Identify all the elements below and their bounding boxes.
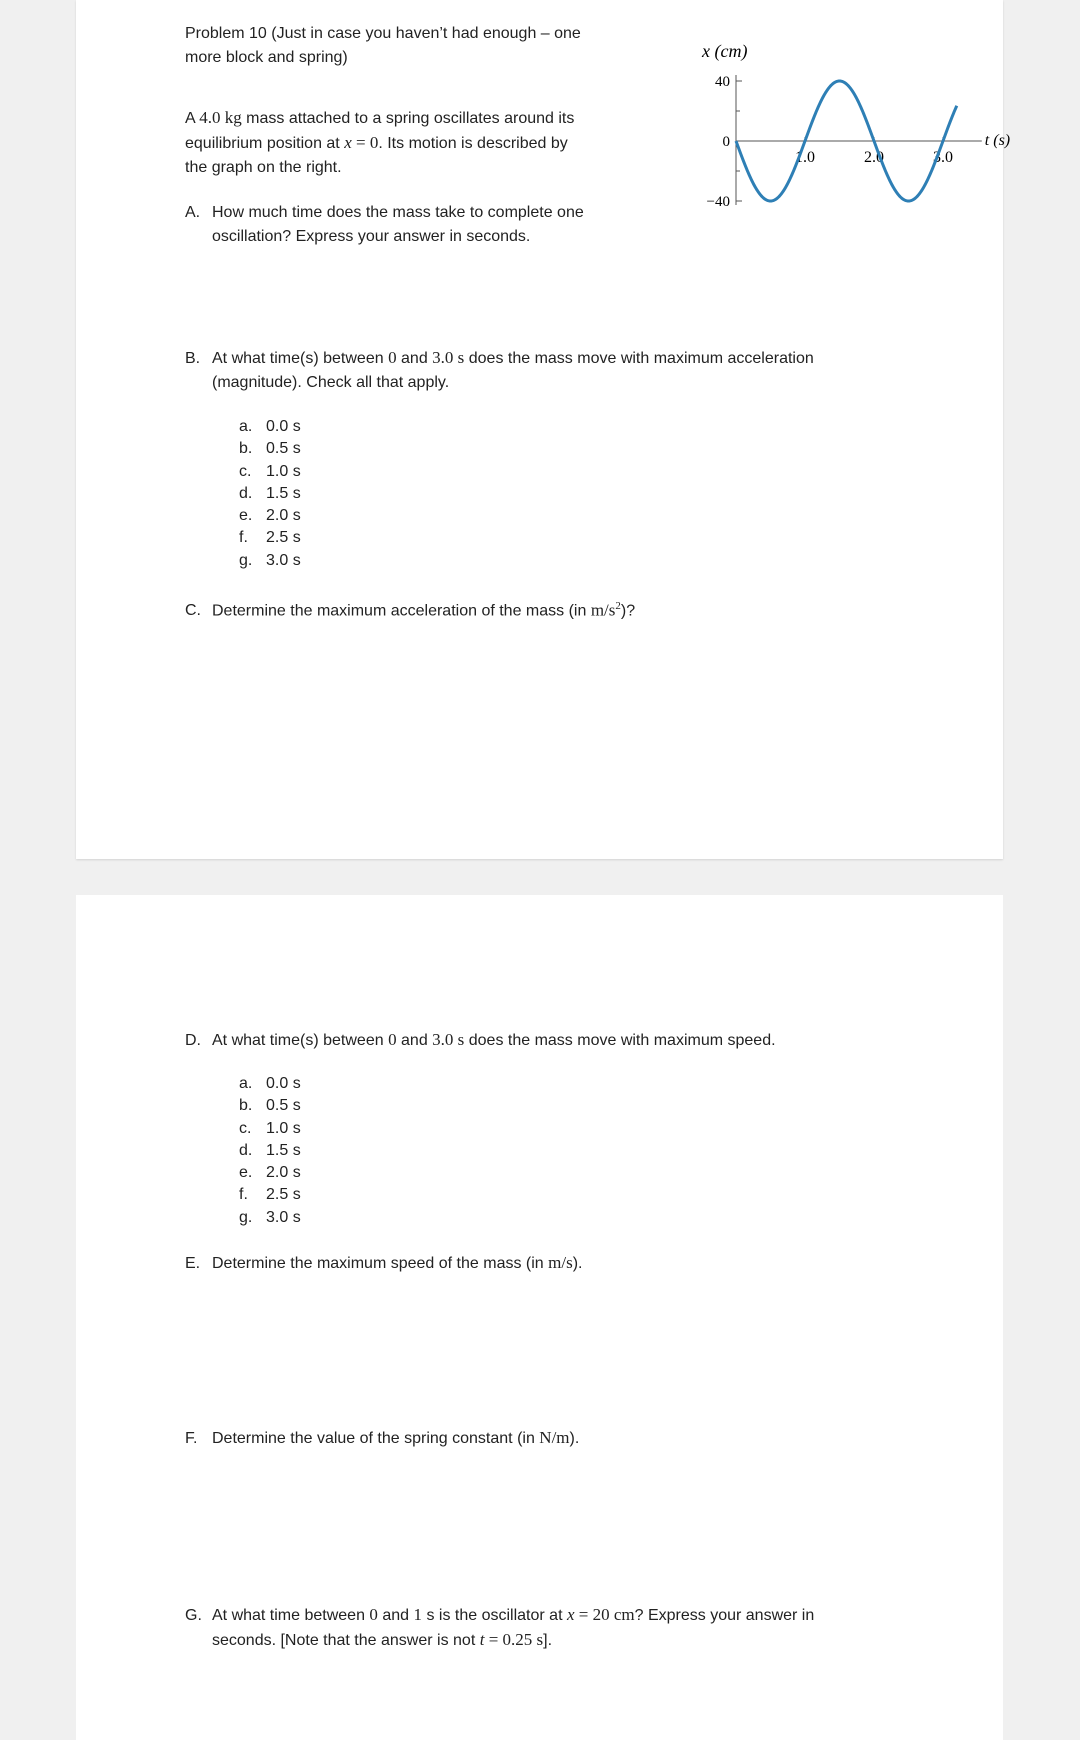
- choice-text: 1.5 s: [266, 1141, 301, 1159]
- question-d-choice-g: [239, 1207, 301, 1229]
- question-b-choice-f: [239, 527, 301, 549]
- choice-letter: g.: [239, 551, 253, 569]
- y-axis-label: x (cm): [702, 41, 748, 61]
- question-c-label: C.: [185, 602, 201, 620]
- choice-letter: c.: [239, 1119, 252, 1137]
- question-d: D. At what time(s) between 0 and 3.0 s does the mass move with maximum speed.: [185, 1028, 776, 1053]
- question-d-label: D.: [185, 1032, 201, 1049]
- choice-letter: g.: [239, 1208, 253, 1226]
- choice-text: 2.0 s: [266, 507, 301, 525]
- choice-text: 2.5 s: [266, 1186, 301, 1204]
- y-tick-label: −40: [706, 194, 730, 210]
- choice-text: 3.0 s: [266, 551, 301, 569]
- choice-text: 1.0 s: [266, 462, 301, 480]
- choice-letter: c.: [239, 462, 252, 480]
- choice-letter: f.: [239, 529, 248, 547]
- question-d-choices: [239, 1073, 301, 1229]
- choice-letter: b.: [239, 440, 253, 458]
- question-d-choice-f: [239, 1184, 301, 1206]
- question-c: C. Determine the maximum acceleration of the mass (in $m/s^2$)?: [185, 594, 635, 623]
- question-g-label: G.: [185, 1607, 202, 1624]
- choice-letter: e.: [239, 507, 253, 525]
- question-f: F. Determine the value of the spring constant (in N/m).: [185, 1426, 579, 1451]
- problem-title: Problem 10 (Just in case you haven’t had enough – one more block and spring): [185, 25, 581, 66]
- document-page-2: [76, 895, 1003, 1740]
- x-tick-label: 2.0: [864, 149, 884, 166]
- question-b-choice-e: [239, 505, 301, 527]
- question-b-choice-d: [239, 483, 301, 505]
- question-a: A. How much time does the mass take to complete one oscillation? Express your answer in seconds.: [185, 201, 584, 249]
- choice-letter: f.: [239, 1186, 248, 1204]
- question-b-choice-b: [239, 438, 301, 460]
- position-time-graph: [612, 34, 1012, 214]
- choice-text: 0.5 s: [266, 1097, 301, 1115]
- choice-text: 0.0 s: [266, 1075, 301, 1092]
- question-b-choice-g: [239, 550, 301, 572]
- choice-letter: d.: [239, 484, 253, 502]
- choice-text: 2.5 s: [266, 529, 301, 547]
- question-a-label: A.: [185, 204, 201, 221]
- question-b-choices: [239, 416, 301, 572]
- problem-intro: A 4.0 kg mass attached to a spring oscillates around its equilibrium position at x = 0. Its motion is described by the graph on the right.: [185, 108, 575, 176]
- question-d-choice-e: [239, 1162, 301, 1184]
- choice-letter: a.: [239, 1075, 253, 1092]
- choice-text: 0.5 s: [266, 440, 301, 458]
- question-b: B. At what time(s) between 0 and 3.0 s does the mass move with maximum acceleration (magnitude). Check all that apply.: [185, 348, 814, 391]
- x-tick-label: 3.0: [933, 149, 953, 166]
- choice-text: 2.0 s: [266, 1164, 301, 1182]
- question-e: E. Determine the maximum speed of the mass (in m/s).: [185, 1251, 582, 1276]
- question-d-choice-c: [239, 1118, 301, 1140]
- choice-text: 1.0 s: [266, 1119, 301, 1137]
- question-d-choice-d: [239, 1140, 301, 1162]
- question-e-label: E.: [185, 1255, 201, 1272]
- y-tick-label: 40: [715, 74, 730, 90]
- question-d-choice-a: [239, 1073, 301, 1095]
- choice-text: 3.0 s: [266, 1208, 301, 1226]
- choice-text: 0.0 s: [266, 418, 301, 435]
- choice-letter: b.: [239, 1097, 253, 1115]
- choice-letter: e.: [239, 1164, 253, 1182]
- question-g: G. At what time between 0 and 1 s is the oscillator at x = 20 cm? Express your answer in seconds. [Note that the answer is not t = 0.25 s].: [185, 1605, 815, 1649]
- question-b-choice-a: [239, 416, 301, 438]
- choice-text: 1.5 s: [266, 484, 301, 502]
- choice-letter: a.: [239, 418, 253, 435]
- document-page-1: [76, 0, 1011, 859]
- question-d-choice-b: [239, 1095, 301, 1117]
- x-tick-label: 1.0: [795, 149, 815, 166]
- question-f-label: F.: [185, 1430, 198, 1447]
- question-b-choice-c: [239, 461, 301, 483]
- x-axis-label: t (s): [984, 132, 1011, 149]
- question-b-label: B.: [185, 350, 201, 367]
- y-tick-label: 0: [722, 134, 730, 150]
- choice-letter: d.: [239, 1141, 253, 1159]
